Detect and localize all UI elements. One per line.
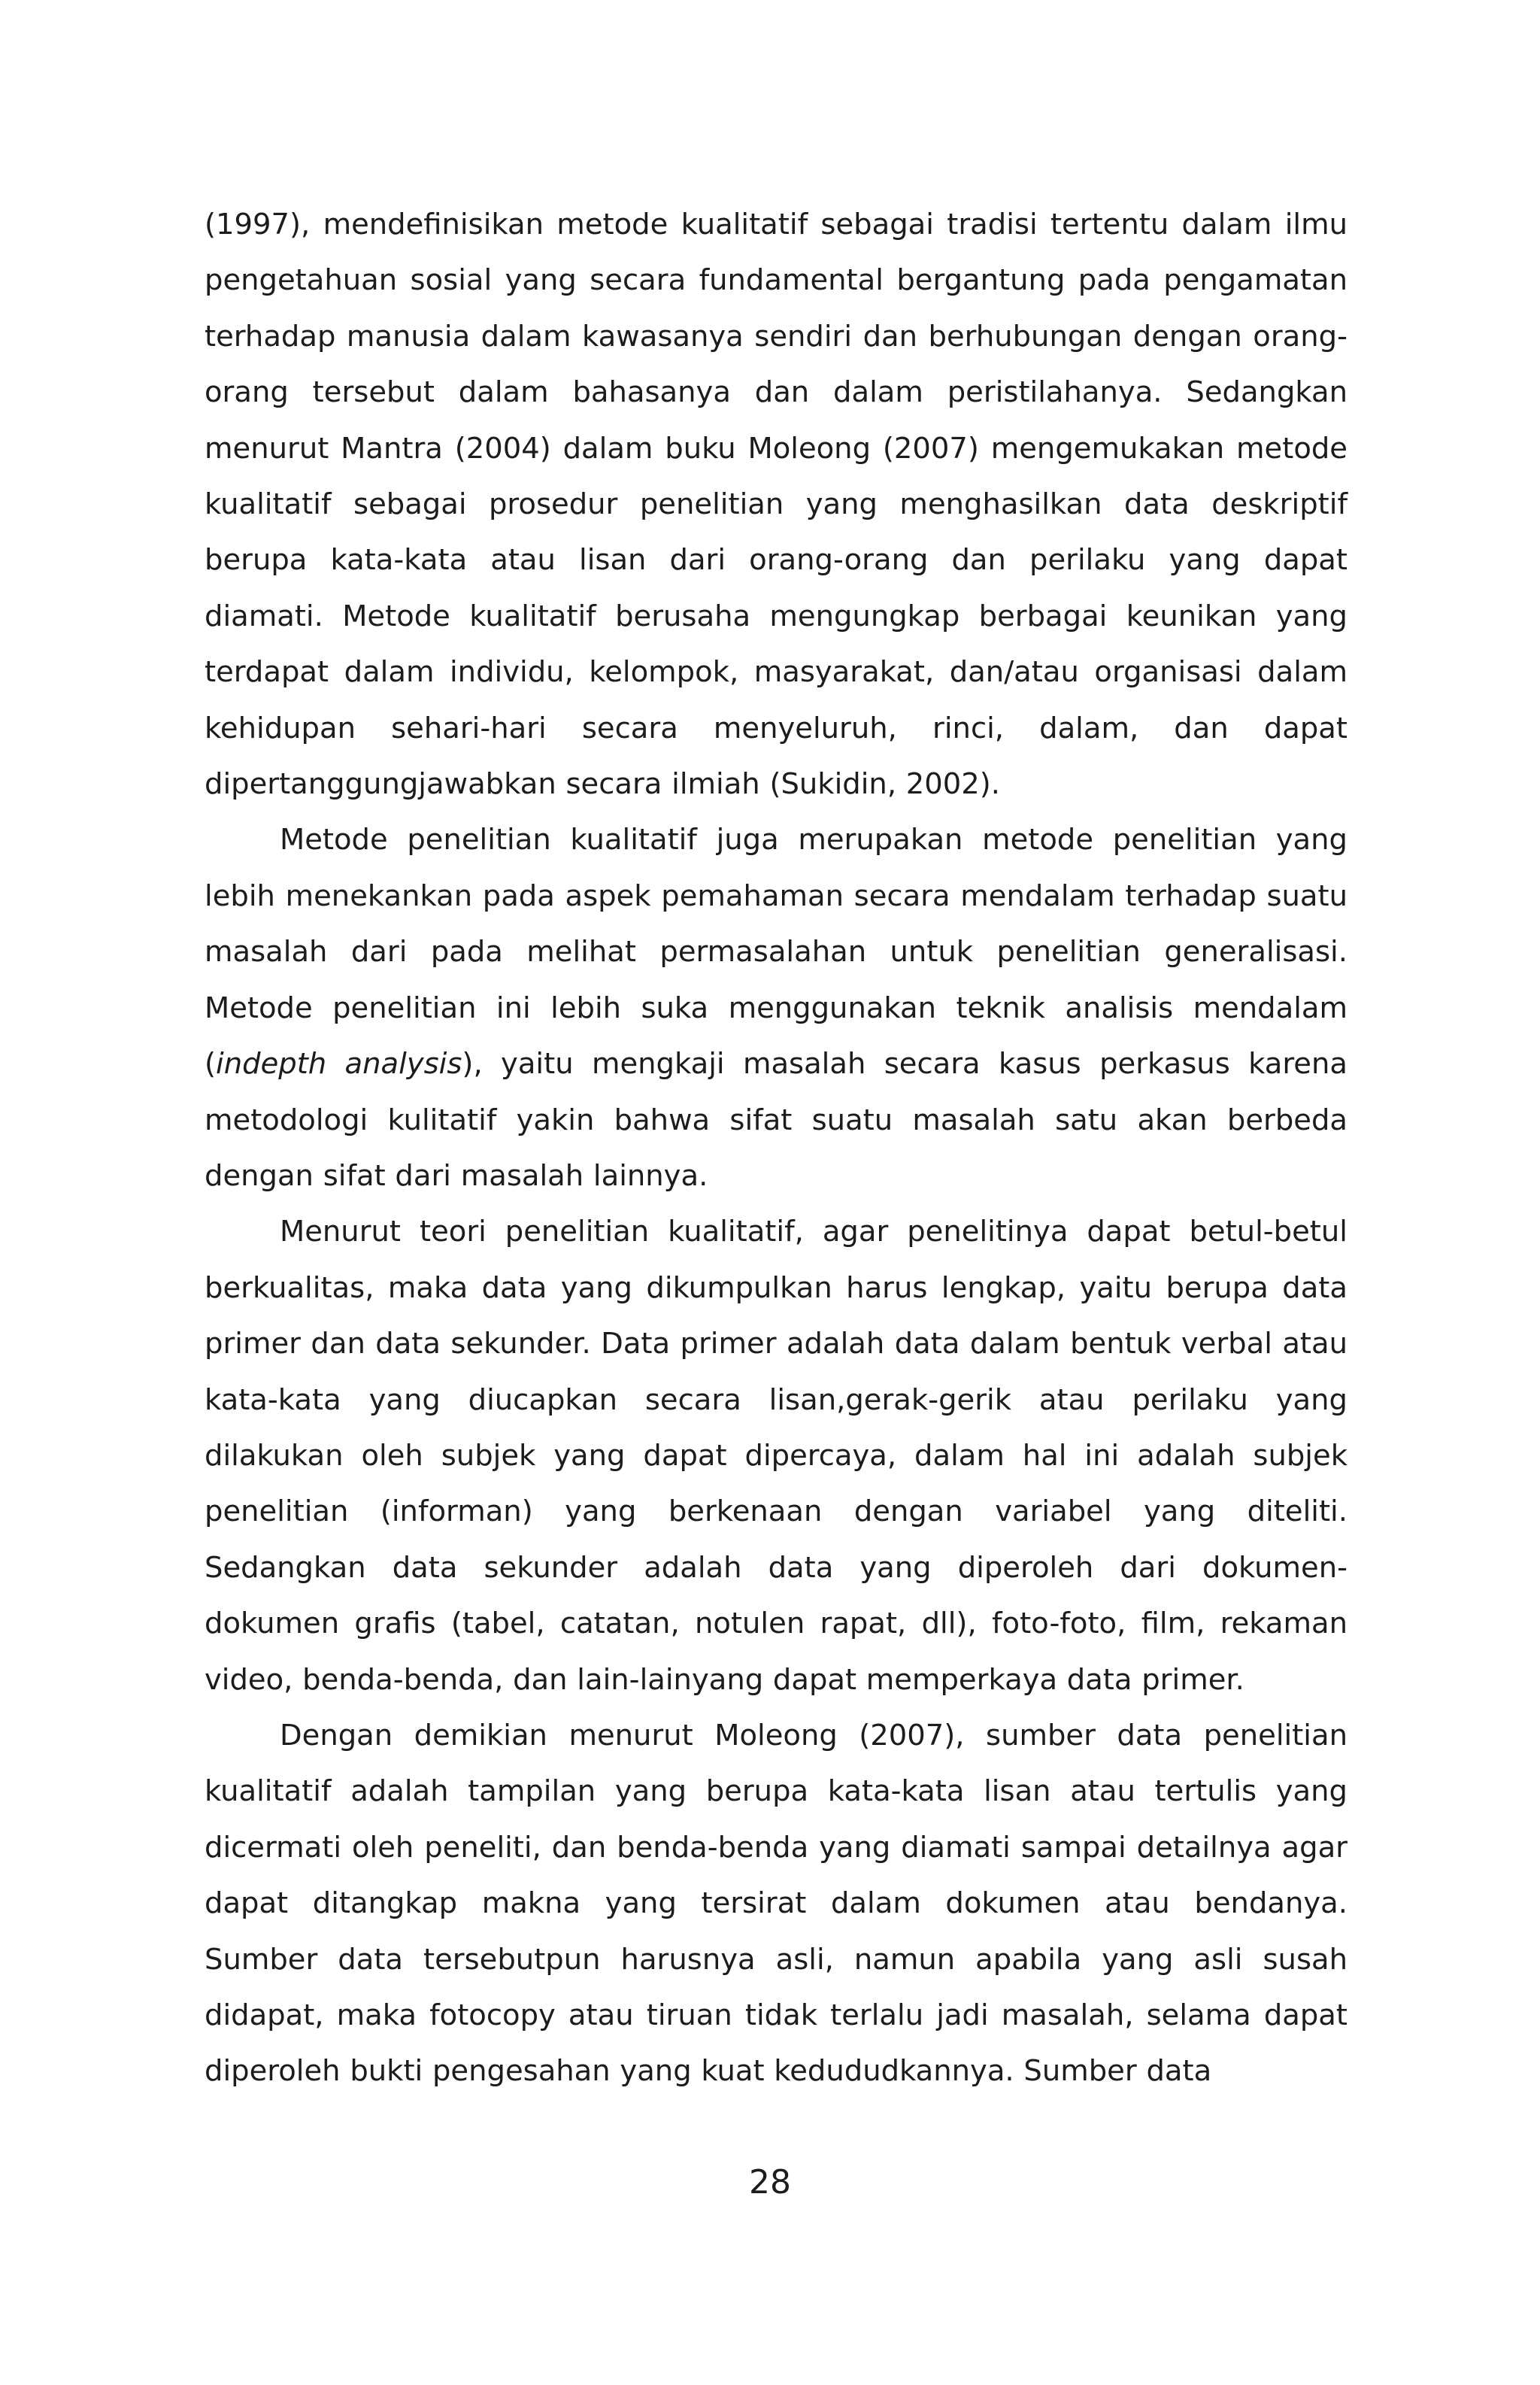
paragraph-3 xyxy=(205,1204,1348,1708)
paragraph-2-text-b: ), yaitu mengkaji masalah secara kasus perkasus karena metodologi kulitatif yakin bahwa sifat suatu masalah satu akan berbeda dengan sifat dari masalah lainnya. xyxy=(205,1047,1348,1193)
paragraph-2 xyxy=(205,812,1348,1204)
page-number: 28 xyxy=(749,2163,791,2201)
paragraph-4 xyxy=(205,1708,1348,2100)
paragraph-2-text-a: Metode penelitian kualitatif juga merupakan metode penelitian yang lebih menekankan pada aspek pemahaman secara mendalam terhadap suatu masalah dari pada melihat permasalahan untuk penelitian generalisasi. Metode penelitian ini lebih suka menggunakan teknik analisis mendalam ( xyxy=(205,823,1348,1082)
paragraph-4-text: Dengan demikian menurut Moleong (2007), sumber data penelitian kualitatif adalah tampilan yang berupa kata-kata lisan atau tertulis yang dicermati oleh peneliti, dan benda-benda yang diamati sampai detailnya agar dapat ditangkap makna yang tersirat dalam dokumen atau bendanya. Sumber data tersebutpun harusnya asli, namun apabila yang asli susah didapat, maka fotocopy atau tiruan tidak terlalu jadi masalah, selama dapat diperoleh bukti pengesahan yang kuat kedududkannya. Sumber data xyxy=(205,1718,1348,2089)
paragraph-1 xyxy=(205,197,1348,812)
paragraph-1-text: (1997), mendefinisikan metode kualitatif sebagai tradisi tertentu dalam ilmu pengetahuan sosial yang secara fundamental bergantung pada pengamatan terhadap manusia dalam kawasanya sendiri dan berhubungan dengan orang-orang tersebut dalam bahasanya dan dalam peristilahanya. Sedangkan menurut Mantra (2004) dalam buku Moleong (2007) mengemukakan metode kualitatif sebagai prosedur penelitian yang menghasilkan data deskriptif berupa kata-kata atau lisan dari orang-orang dan perilaku yang dapat diamati. Metode kualitatif berusaha mengungkap berbagai keunikan yang terdapat dalam individu, kelompok, masyarakat, dan/atau organisasi dalam kehidupan sehari-hari secara menyeluruh, rinci, dalam, dan dapat dipertanggungjawabkan secara ilmiah (Sukidin, 2002). xyxy=(205,208,1348,802)
italic-term: indepth analysis xyxy=(216,1047,462,1082)
paragraph-3-text: Menurut teori penelitian kualitatif, agar penelitinya dapat betul-betul berkualitas, maka data yang dikumpulkan harus lengkap, yaitu berupa data primer dan data sekunder. Data primer adalah data dalam bentuk verbal atau kata-kata yang diucapkan secara lisan,gerak-gerik atau perilaku yang dilakukan oleh subjek yang dapat dipercaya, dalam hal ini adalah subjek penelitian (informan) yang berkenaan dengan variabel yang diteliti. Sedangkan data sekunder adalah data yang diperoleh dari dokumen-dokumen grafis (tabel, catatan, notulen rapat, dll), foto-foto, film, rekaman video, benda-benda, dan lain-lainyang dapat memperkaya data primer. xyxy=(205,1215,1348,1697)
body-text xyxy=(205,197,1348,2100)
